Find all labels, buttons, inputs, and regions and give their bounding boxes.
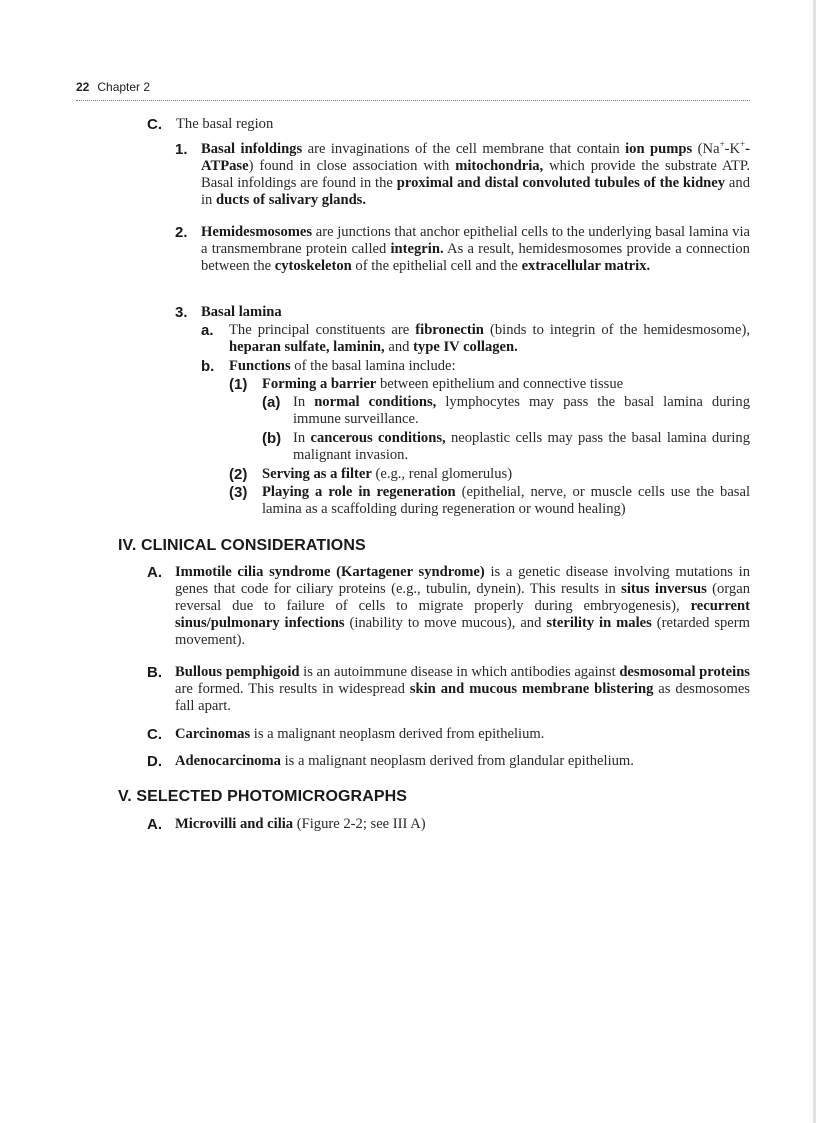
barrier-cancerous-conditions	[262, 430, 750, 464]
item-hemidesmosomes	[175, 224, 750, 275]
item-label: 1.	[175, 141, 188, 158]
item-label: B.	[147, 664, 162, 681]
item-text: Serving as a filter (e.g., renal glomerulus)	[262, 466, 513, 482]
item-label: (1)	[229, 376, 248, 393]
item-basal-infoldings	[175, 141, 750, 209]
page-number: 22	[76, 80, 90, 94]
item-label: D.	[147, 753, 162, 770]
item-label: 3.	[175, 304, 188, 321]
item-text: Immotile cilia syndrome (Kartagener syndrome) is a genetic disease involving mutations in genes that code for ciliary proteins (e.g., tubulin, dynein). This results in situs inversus (organ reversal due to failure of cells to migrate properly during embryogenesis), recurrent sinus/pulmonary infections (inability to move mucous), and sterility in males (retarded sperm movement).	[175, 564, 751, 648]
item-text: Basal infoldings are invaginations of the cell membrane that contain ion pumps (Na+-K+-ATPase) found in close association with mitochondria, which provide the substrate ATP. Basal infoldings are found in the proximal and distal convoluted tubules of the kidney and in ducts of salivary glands.	[201, 139, 750, 208]
item-label: (a)	[262, 394, 281, 411]
function-filter	[229, 466, 750, 483]
item-text: Carcinomas is a malignant neoplasm derived from epithelium.	[175, 726, 545, 742]
running-header	[76, 80, 150, 94]
item-label: 2.	[175, 224, 188, 241]
item-label: C.	[147, 726, 162, 743]
item-label: b.	[201, 358, 215, 375]
item-text: Functions of the basal lamina include:	[229, 358, 456, 374]
item-label: (b)	[262, 430, 282, 447]
item-label: (2)	[229, 466, 248, 483]
item-title: Basal lamina	[201, 304, 282, 320]
clinical-bullous-pemphigoid	[147, 664, 750, 715]
item-label: a.	[201, 322, 214, 339]
basal-lamina-constituents	[201, 322, 750, 356]
function-regeneration	[229, 484, 750, 518]
heading-selected-photomicrographs: V. SELECTED PHOTOMICROGRAPHS	[118, 788, 408, 805]
section-c-basal-region	[147, 116, 747, 133]
barrier-normal-conditions	[262, 394, 750, 428]
item-label: (3)	[229, 484, 248, 501]
item-text: The principal constituents are fibronectin (binds to integrin of the hemidesmosome), heparan sulfate, laminin, and type IV collagen.	[229, 322, 751, 355]
clinical-adenocarcinoma	[147, 753, 750, 770]
photomicrograph-microvilli-cilia	[147, 816, 750, 833]
clinical-carcinomas	[147, 726, 750, 743]
item-label: A.	[147, 816, 162, 833]
section-label: C.	[147, 116, 162, 133]
chapter-label: Chapter 2	[97, 80, 151, 94]
clinical-immotile-cilia	[147, 564, 750, 649]
item-basal-lamina	[175, 304, 750, 321]
section-title: The basal region	[176, 116, 274, 132]
function-barrier	[229, 376, 750, 393]
item-text: In cancerous conditions, neoplastic cells may pass the basal lamina during malignant invasion.	[293, 430, 750, 463]
heading-clinical-considerations: IV. CLINICAL CONSIDERATIONS	[118, 537, 366, 554]
basal-lamina-functions	[201, 358, 750, 375]
item-text: Microvilli and cilia (Figure 2-2; see III A)	[175, 816, 426, 832]
item-text: Playing a role in regeneration (epithelial, nerve, or muscle cells use the basal lamina as a scaffolding during regeneration or wound healing)	[262, 484, 751, 517]
item-text: Adenocarcinoma is a malignant neoplasm derived from glandular epithelium.	[175, 753, 634, 769]
item-label: A.	[147, 564, 162, 581]
item-text: Hemidesmosomes are junctions that anchor epithelial cells to the underlying basal lamina via a transmembrane protein called integrin. As a result, hemidesmosomes provide a connection between the cytoskeleton of the epithelial cell and the extracellular matrix.	[201, 224, 750, 274]
item-text: Bullous pemphigoid is an autoimmune disease in which antibodies against desmosomal proteins are formed. This results in widespread skin and mucous membrane blistering as desmosomes fall apart.	[175, 664, 750, 714]
header-divider	[76, 100, 750, 101]
item-text: Forming a barrier between epithelium and connective tissue	[262, 376, 624, 392]
item-text: In normal conditions, lymphocytes may pass the basal lamina during immune surveillance.	[293, 394, 750, 427]
